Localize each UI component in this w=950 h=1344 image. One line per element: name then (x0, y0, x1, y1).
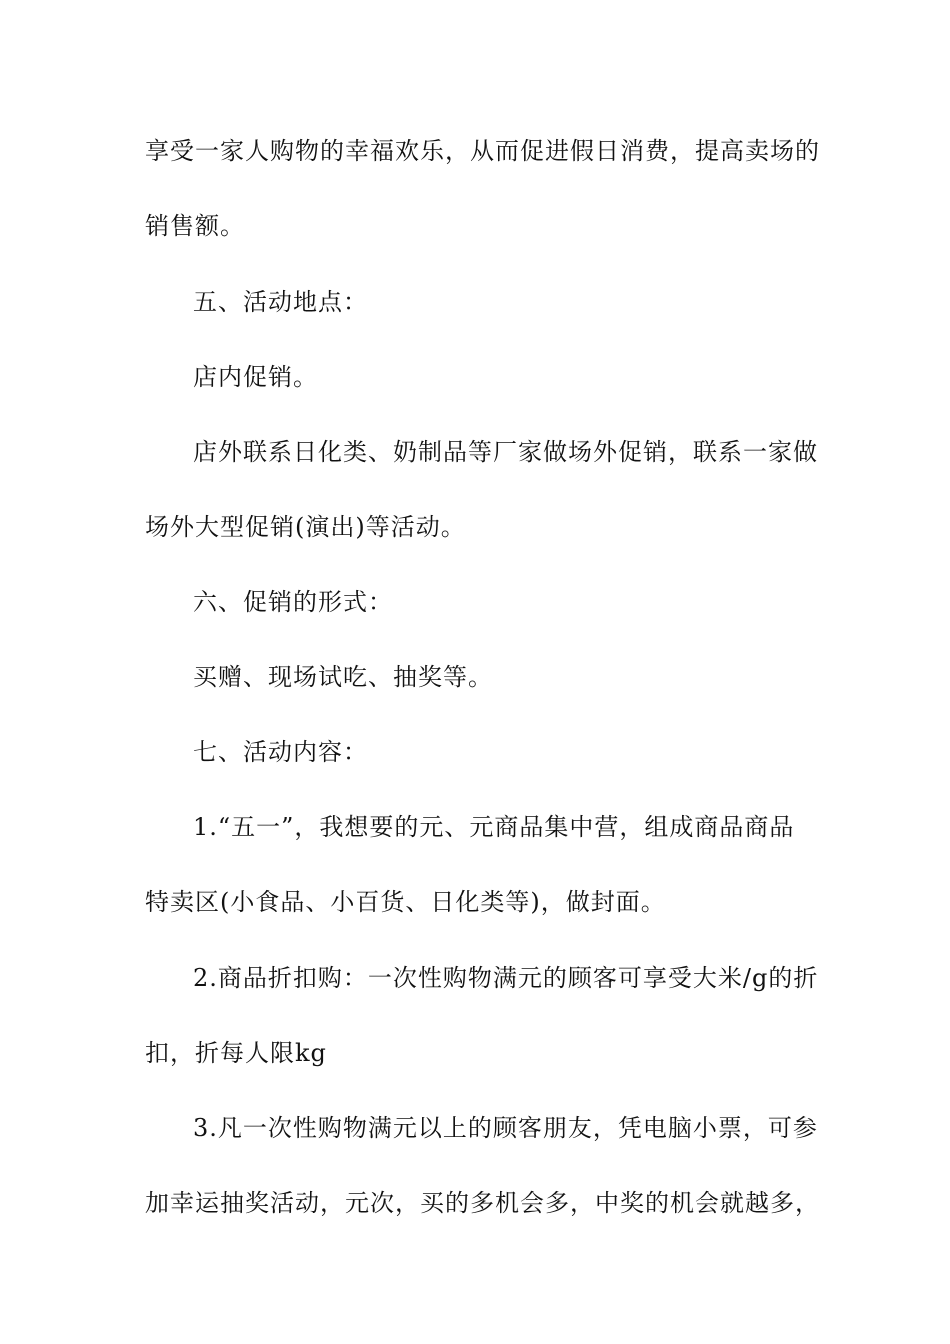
paragraph-line: 销售额。 (145, 212, 245, 240)
list-item-line: 2.商品折扣购：一次性购物满元的顾客可享受大米/g的折 (193, 964, 819, 992)
paragraph-line: 店外联系日化类、奶制品等厂家做场外促销，联系一家做 (193, 438, 818, 466)
list-item-line: 特卖区(小食品、小百货、日化类等)，做封面。 (145, 888, 666, 916)
list-item-line: 1.“五一”，我想要的元、元商品集中营，组成商品商品 (193, 813, 795, 841)
paragraph-line: 买赠、现场试吃、抽奖等。 (193, 663, 493, 691)
list-item-line: 3.凡一次性购物满元以上的顾客朋友，凭电脑小票，可参 (193, 1114, 818, 1142)
paragraph-line: 场外大型促销(演出)等活动。 (145, 513, 466, 541)
paragraph-line: 店内促销。 (193, 363, 318, 391)
section-heading: 七、活动内容： (193, 738, 368, 766)
list-item-line: 扣，折每人限kg (145, 1039, 327, 1067)
list-item-line: 加幸运抽奖活动，元次，买的多机会多，中奖的机会就越多， (145, 1189, 820, 1217)
section-heading: 六、促销的形式： (193, 588, 393, 616)
section-heading: 五、活动地点： (193, 288, 368, 316)
paragraph-line: 享受一家人购物的幸福欢乐，从而促进假日消费，提高卖场的 (145, 137, 820, 165)
